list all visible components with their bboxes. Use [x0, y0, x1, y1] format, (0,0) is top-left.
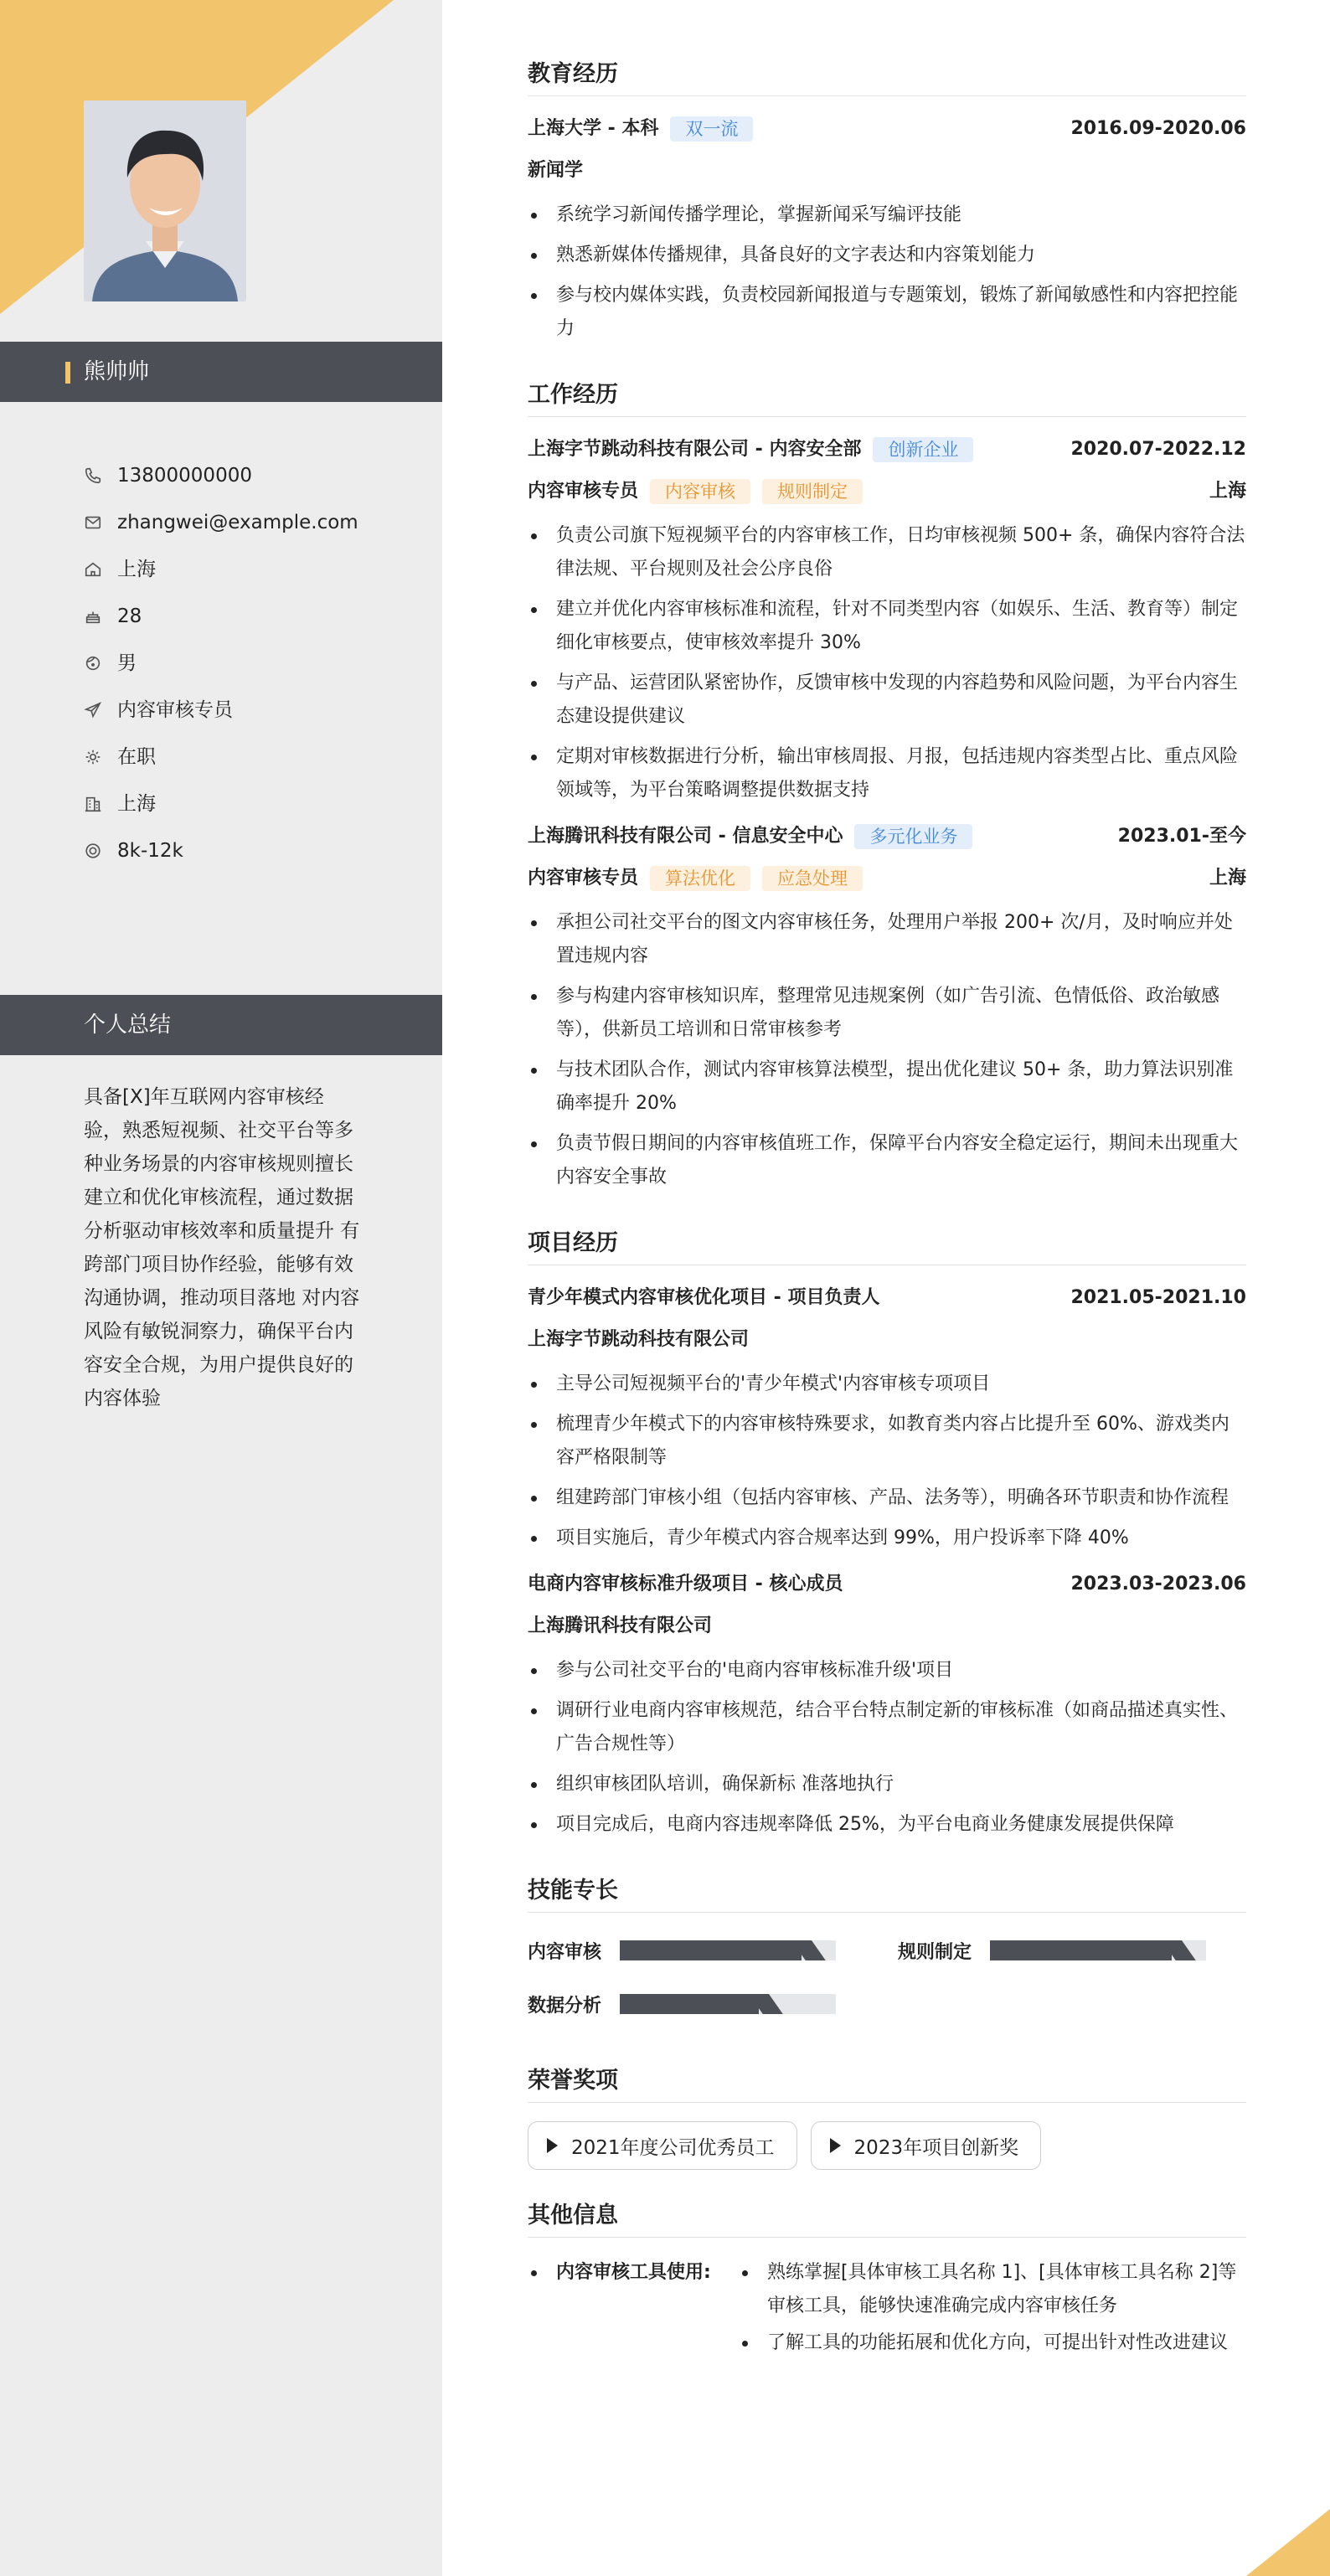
award-label: 2021年度公司优秀员工 [571, 2136, 775, 2159]
skill-item [528, 1936, 836, 1965]
list-item: 建立并优化内容审核标准和流程，针对不同类型内容（如娱乐、生活、教育等）制定细化审核要点，使审核效率提升 30% [528, 593, 1246, 660]
contact-text: 28 [117, 605, 142, 627]
project-company: 上海字节跳动科技有限公司 [528, 1329, 750, 1350]
section-title: 技能专长 [528, 1875, 1246, 1913]
building-icon [84, 795, 102, 813]
skills-section [528, 1875, 1246, 2032]
other-key: 内容审核工具使用: [528, 2256, 737, 2363]
work-entry [528, 435, 1246, 807]
skill-bar [620, 1994, 836, 2014]
list-item: 系统学习新闻传播学理论，掌握新闻采写编评技能 [528, 198, 1246, 232]
project-entry [528, 1284, 1246, 1555]
role-name: 内容审核专员 [528, 481, 639, 502]
section-title: 教育经历 [528, 59, 1246, 96]
section-title: 工作经历 [528, 379, 1246, 417]
award-chip [811, 2121, 1042, 2170]
work-date: 2023.01-至今 [1117, 826, 1246, 847]
work-header [528, 435, 1246, 464]
contact-address [84, 546, 419, 593]
company-name: 上海腾讯科技有限公司 - 信息安全中心 [528, 826, 843, 847]
contact-phone [84, 452, 419, 499]
project-bullets [528, 1654, 1246, 1842]
skill-name: 规则制定 [898, 1941, 972, 1963]
list-item: 项目实施后，青少年模式内容合规率达到 99%，用户投诉率下降 40% [528, 1522, 1246, 1555]
skill-item [528, 1990, 836, 2018]
other-item [528, 2256, 1246, 2363]
skill-name: 数据分析 [528, 1995, 602, 2017]
name-bar [0, 342, 442, 402]
skill-fill [620, 1940, 802, 1960]
list-item: 熟练掌握[具体审核工具名称 1]、[具体审核工具名称 2]等审核工具，能够快速准确完成内容审核任务 [737, 2256, 1240, 2323]
contact-text: 在职 [117, 746, 156, 768]
contact-text: 上海 [117, 793, 156, 815]
summary-text: 具备[X]年互联网内容审核经验，熟悉短视频、社交平台等多种业务场景的内容审核规则擅长建立和优化审核流程，通过数据分析驱动审核效率和质量提升 有跨部门项目协作经验，能够有效沟通协调，推动项目落地 对内容风险有敏锐洞察力，确保平台内容安全合规，为用户提供良好的内容体验 [84, 1086, 360, 1409]
section-title: 荣誉奖项 [528, 2065, 1246, 2103]
contact-gender [84, 640, 419, 687]
send-icon [84, 701, 102, 719]
other-section [528, 2200, 1246, 2363]
company-tag: 多元化业务 [854, 824, 972, 849]
contact-list [84, 452, 419, 874]
section-title: 其他信息 [528, 2200, 1246, 2238]
home-icon [84, 560, 102, 579]
contact-status [84, 734, 419, 781]
work-date: 2020.07-2022.12 [1070, 439, 1246, 460]
list-item: 负责节假日期间的内容审核值班工作，保障平台内容安全稳定运行，期间未出现重大内容安全事故 [528, 1127, 1246, 1194]
honors-section [528, 2065, 1246, 2170]
list-item: 定期对审核数据进行分析，输出审核周报、月报，包括违规内容类型占比、重点风险领域等，为平台策略调整提供数据支持 [528, 740, 1246, 807]
awards-list [528, 2121, 1246, 2170]
company-name: 上海字节跳动科技有限公司 - 内容安全部 [528, 439, 862, 460]
projects-section [528, 1228, 1246, 1842]
list-item: 承担公司社交平台的图文内容审核任务，处理用户举报 200+ 次/月，及时响应并处置违规内容 [528, 906, 1246, 973]
skill-fill [990, 1940, 1172, 1960]
role-row [528, 864, 1246, 893]
phone-icon [84, 466, 102, 485]
summary-title: 个人总结 [84, 1012, 172, 1038]
school-tag: 双一流 [670, 116, 753, 142]
mail-icon [84, 513, 102, 532]
education-date: 2016.09-2020.06 [1070, 118, 1246, 139]
decorative-corner-triangle [1246, 2509, 1330, 2576]
list-item: 熟悉新媒体传播规律，具备良好的文字表达和内容策划能力 [528, 239, 1246, 272]
major-name: 新闻学 [528, 160, 584, 181]
list-item: 参与构建内容审核知识库，整理常见违规案例（如广告引流、色情低俗、政治敏感等），供新员工培训和日常审核参考 [528, 980, 1246, 1047]
role-row [528, 477, 1246, 506]
list-item: 参与校内媒体实践，负责校园新闻报道与专题策划，锻炼了新闻敏感性和内容把控能力 [528, 279, 1246, 346]
other-values [737, 2256, 1240, 2363]
project-date: 2023.03-2023.06 [1070, 1574, 1246, 1595]
project-name: 电商内容审核标准升级项目 - 核心成员 [528, 1574, 843, 1595]
contact-text: 13800000000 [117, 465, 252, 487]
contact-text: zhangwei@example.com [117, 512, 358, 533]
contact-email [84, 499, 419, 546]
list-item: 梳理青少年模式下的内容审核特殊要求，如教育类内容占比提升至 60%、游戏类内容严格限制等 [528, 1408, 1246, 1475]
list-item: 参与公司社交平台的'电商内容审核标准升级'项目 [528, 1654, 1246, 1687]
skill-bar [620, 1940, 836, 1960]
list-item: 主导公司短视频平台的'青少年模式'内容审核专项项目 [528, 1368, 1246, 1401]
contact-salary [84, 827, 419, 874]
award-chip [528, 2121, 797, 2170]
avatar [84, 100, 246, 301]
project-company: 上海腾讯科技有限公司 [528, 1615, 713, 1636]
list-item: 组织审核团队培训，确保新标 准落地执行 [528, 1768, 1246, 1801]
work-bullets [528, 906, 1246, 1194]
major-row [528, 157, 1246, 185]
project-date: 2021.05-2021.10 [1070, 1287, 1246, 1308]
contact-text: 8k-12k [117, 840, 183, 862]
project-entry [528, 1570, 1246, 1842]
work-section [528, 379, 1246, 1194]
work-location: 上海 [1209, 868, 1246, 889]
project-header [528, 1284, 1246, 1312]
contact-age [84, 593, 419, 640]
summary-header [0, 995, 442, 1055]
list-item: 项目完成后，电商内容违规率降低 25%，为平台电商业务健康发展提供保障 [528, 1808, 1246, 1842]
role-tag: 内容审核 [650, 479, 750, 504]
project-header [528, 1570, 1246, 1599]
education-bullets [528, 198, 1246, 346]
project-company-row [528, 1612, 1246, 1641]
work-bullets [528, 519, 1246, 807]
contact-text: 男 [117, 652, 137, 674]
contact-text: 内容审核专员 [117, 699, 233, 721]
skill-item [898, 1936, 1206, 1965]
education-header [528, 115, 1246, 143]
project-name: 青少年模式内容审核优化项目 - 项目负责人 [528, 1287, 880, 1308]
contact-position [84, 687, 419, 734]
gender-icon [84, 654, 102, 672]
skill-bar [990, 1940, 1206, 1960]
contact-city [84, 781, 419, 827]
role-tag: 规则制定 [762, 479, 863, 504]
skill-name: 内容审核 [528, 1941, 602, 1963]
school-name: 上海大学 - 本科 [528, 118, 659, 139]
project-bullets [528, 1368, 1246, 1555]
gear-icon [84, 748, 102, 766]
education-entry [528, 115, 1246, 346]
company-tag: 创新企业 [873, 437, 973, 462]
list-item: 与产品、运营团队紧密协作，反馈审核中发现的内容趋势和风险问题，为平台内容生态建设提供建议 [528, 667, 1246, 734]
name-accent [65, 362, 70, 384]
award-label: 2023年项目创新奖 [853, 2136, 1019, 2159]
sidebar [0, 0, 442, 2576]
contact-text: 上海 [117, 559, 156, 580]
play-icon [547, 2138, 558, 2153]
education-section [528, 59, 1246, 346]
skills-grid [528, 1931, 1246, 2032]
section-title: 项目经历 [528, 1228, 1246, 1265]
skill-fill [620, 1994, 759, 2014]
work-entry [528, 822, 1246, 1194]
cake-icon [84, 607, 102, 626]
project-company-row [528, 1326, 1246, 1354]
list-item: 组建跨部门审核小组（包括内容审核、产品、法务等），明确各环节职责和协作流程 [528, 1481, 1246, 1515]
list-item: 调研行业电商内容审核规范，结合平台特点制定新的审核标准（如商品描述真实性、广告合规性等） [528, 1694, 1246, 1761]
list-item: 了解工具的功能拓展和优化方向，可提出针对性改进建议 [737, 2326, 1240, 2360]
list-item: 负责公司旗下短视频平台的内容审核工作，日均审核视频 500+ 条，确保内容符合法律法规、平台规则及社会公序良俗 [528, 519, 1246, 586]
candidate-name: 熊帅帅 [84, 359, 150, 384]
role-tag: 算法优化 [650, 866, 750, 891]
play-icon [830, 2138, 841, 2153]
money-icon [84, 842, 102, 860]
role-name: 内容审核专员 [528, 868, 639, 889]
work-location: 上海 [1209, 481, 1246, 502]
list-item: 与技术团队合作，测试内容审核算法模型，提出优化建议 50+ 条，助力算法识别准确率提升 20% [528, 1054, 1246, 1121]
work-header [528, 822, 1246, 851]
main-content [528, 59, 1246, 2397]
role-tag: 应急处理 [762, 866, 863, 891]
